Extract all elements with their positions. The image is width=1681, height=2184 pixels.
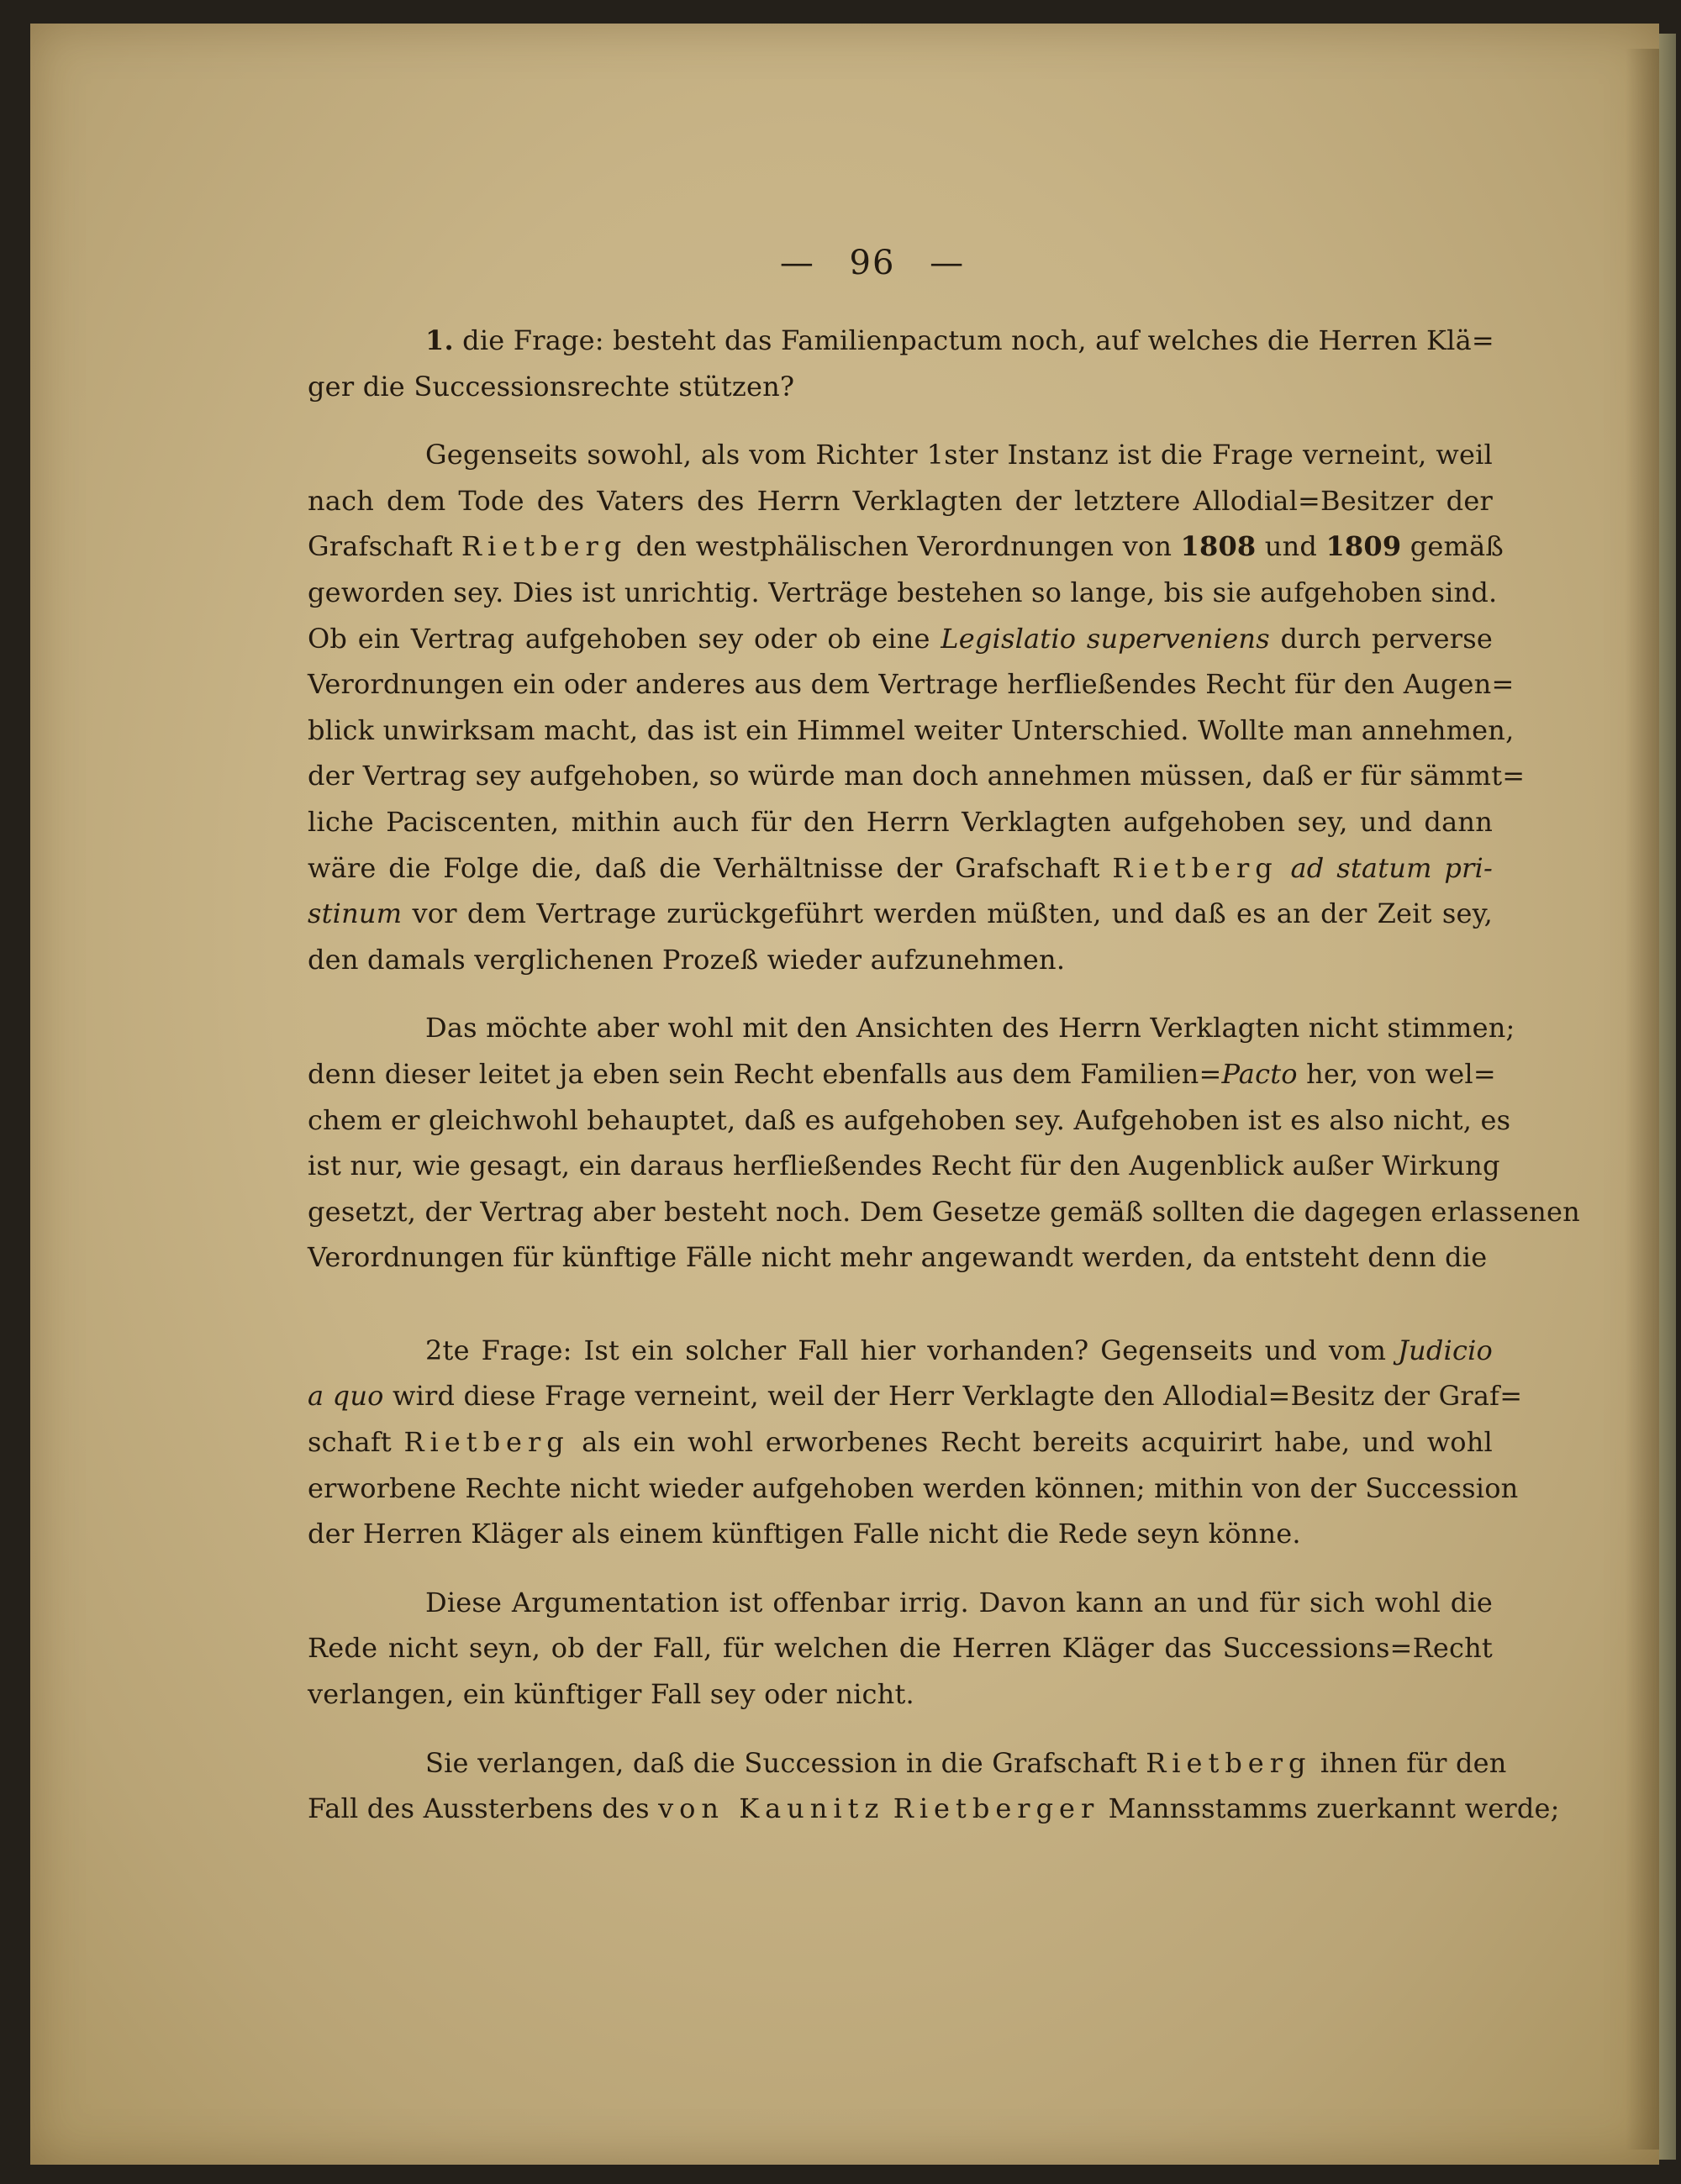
paragraph-gap (308, 1557, 1493, 1580)
page-edge-shadow (1626, 49, 1659, 2150)
text-line (308, 1189, 1580, 1235)
text-line (308, 1419, 1493, 1466)
text-run: ihnen für den (1311, 1746, 1507, 1779)
text-line (308, 937, 1493, 983)
latin-phrase: stinum (308, 897, 403, 930)
latin-phrase: Judicio (1398, 1334, 1493, 1366)
text-line (308, 1328, 1493, 1374)
text-run: die Frage: besteht das Familienpactum noch, auf welches die Herren Klä= (453, 324, 1494, 356)
spaced-name: Rietberg (1112, 851, 1278, 884)
text-run: nach dem Tode des Vaters des Herrn Verklagten der letztere Allodial=Besitzer der (308, 484, 1493, 517)
text-run: Gegenseits sowohl, als vom Richter 1ster Instanz ist die Frage verneint, weil (425, 439, 1493, 471)
text-line (308, 1625, 1493, 1671)
text-line (308, 1786, 1560, 1832)
text-run: Diese Argumentation ist offenbar irrig. Davon kann an und für sich wohl die (425, 1586, 1493, 1618)
text-run: ger die Successionsrechte stützen? (308, 370, 795, 403)
text-run: der Vertrag sey aufgehoben, so würde man doch annehmen müssen, daß er für sämmt= (308, 760, 1526, 792)
text-line (308, 891, 1493, 937)
text-run: verlangen, ein künftiger Fall sey oder nicht. (308, 1678, 914, 1711)
text-line (308, 1005, 1515, 1051)
text-run: Verordnungen ein oder anderes aus dem Vertrage herfließendes Recht für den Augen= (308, 668, 1515, 701)
text-run: gemäß (1401, 530, 1504, 563)
text-line (308, 753, 1526, 799)
text-run: den westphälischen Verordnungen von (627, 530, 1181, 563)
text-run: durch perverse (1269, 622, 1493, 655)
spaced-name: Rietberger (893, 1792, 1100, 1825)
text-line (308, 708, 1515, 754)
text-run: Sie verlangen, daß die Succession in die Grafschaft (425, 1746, 1146, 1779)
text-run: gesetzt, der Vertrag aber besteht noch. Dem Gesetze gemäß sollten die dagegen erlassenen (308, 1195, 1580, 1228)
page-number: 96 (849, 244, 896, 282)
text-line (308, 1234, 1493, 1281)
text-run: chem er gleichwohl behauptet, daß es aufgehoben sey. Aufgehoben ist es also nicht, es (308, 1103, 1511, 1136)
latin-phrase: a quo (308, 1380, 384, 1413)
text-run: ist nur, wie gesagt, ein daraus herfließendes Recht für den Augenblick außer Wirkung (308, 1150, 1500, 1182)
text-run: und (1256, 530, 1326, 563)
header-dash-right: — (930, 244, 966, 282)
text-run: her, von wel= (1297, 1057, 1496, 1090)
text-line (308, 1373, 1523, 1419)
body-text (308, 318, 1580, 1832)
text-run: 1809 (1325, 530, 1402, 563)
spaced-name: Rietberg (403, 1426, 570, 1459)
text-line (308, 478, 1493, 524)
text-line (308, 1051, 1496, 1097)
text-line (308, 1143, 1500, 1189)
latin-phrase: Pacto (1221, 1057, 1298, 1090)
text-line (308, 1580, 1493, 1626)
text-line (308, 661, 1515, 708)
text-run (884, 1792, 893, 1824)
text-run: Mannsstamms zuerkannt werde; (1099, 1792, 1560, 1825)
text-run: blick unwirksam macht, das ist ein Himmel weiter Unterschied. Wollte man annehmen, (308, 713, 1515, 746)
paragraph-gap (308, 982, 1493, 1005)
text-line (308, 432, 1493, 478)
header-dash-left: — (779, 244, 815, 282)
text-run: der Herren Kläger als einem künftigen Falle nicht die Rede seyn könne. (308, 1518, 1301, 1550)
text-line (308, 1671, 1493, 1718)
text-line (308, 616, 1493, 662)
paragraph-gap (308, 1281, 1493, 1328)
text-line (308, 524, 1504, 570)
spaced-name: von Kaunitz (658, 1792, 885, 1825)
text-run: denn dieser leitet ja eben sein Recht ebenfalls aus dem Familien= (308, 1057, 1222, 1090)
text-run: Das möchte aber wohl mit den Ansichten des Herrn Verklagten nicht stimmen; (425, 1012, 1515, 1045)
text-run: 2te Frage: Ist ein solcher Fall hier vorhanden? Gegenseits und vom (425, 1334, 1399, 1366)
text-run: schaft (308, 1426, 404, 1459)
text-line (308, 1740, 1507, 1787)
text-run: Fall des Aussterbens des (308, 1792, 659, 1825)
text-run: vor dem Vertrage zurückgeführt werden müßten, und daß es an der Zeit sey, (402, 897, 1493, 930)
text-run: Ob ein Vertrag aufgehoben sey oder ob eine (308, 622, 941, 655)
text-line (308, 364, 1493, 410)
latin-phrase: ad statum pri- (1290, 851, 1493, 884)
latin-phrase: Legislatio superveniens (941, 622, 1270, 655)
text-line (308, 1466, 1519, 1512)
text-run: erworbene Rechte nicht wieder aufgehoben werden können; mithin von der Succession (308, 1471, 1519, 1504)
text-run: liche Paciscenten, mithin auch für den Herrn Verklagten aufgehoben sey, und dann (308, 805, 1493, 838)
text-run: Grafschaft (308, 530, 461, 563)
text-run: Verordnungen für künftige Fälle nicht mehr angewandt werden, da entsteht denn die (308, 1241, 1488, 1274)
text-line (308, 799, 1493, 845)
text-run: als ein wohl erworbenes Recht bereits acquirirt habe, und wohl (569, 1426, 1493, 1459)
text-run: Rede nicht seyn, ob der Fall, für welchen die Herren Kläger das Successions=Recht (308, 1632, 1493, 1665)
text-line (308, 1511, 1493, 1557)
text-line (308, 318, 1493, 364)
text-run: 1808 (1180, 530, 1257, 563)
text-run: den damals verglichenen Prozeß wieder aufzunehmen. (308, 943, 1066, 976)
text-line (308, 845, 1493, 892)
text-line (308, 1097, 1511, 1144)
spaced-name: Rietberg (1146, 1746, 1312, 1779)
page-header (0, 244, 1681, 282)
text-run: wird diese Frage verneint, weil der Herr Verklagte den Allodial=Besitz der Graf= (383, 1380, 1523, 1413)
text-line (308, 570, 1498, 616)
text-run: 1. (425, 324, 454, 356)
text-run: geworden sey. Dies ist unrichtig. Verträge bestehen so lange, bis sie aufgehoben sind. (308, 576, 1498, 608)
text-run (1278, 852, 1291, 884)
text-run: wäre die Folge die, daß die Verhältnisse der Grafschaft (308, 851, 1113, 884)
spaced-name: Rietberg (461, 530, 628, 563)
paragraph-gap (308, 409, 1493, 432)
paragraph-gap (308, 1718, 1493, 1740)
